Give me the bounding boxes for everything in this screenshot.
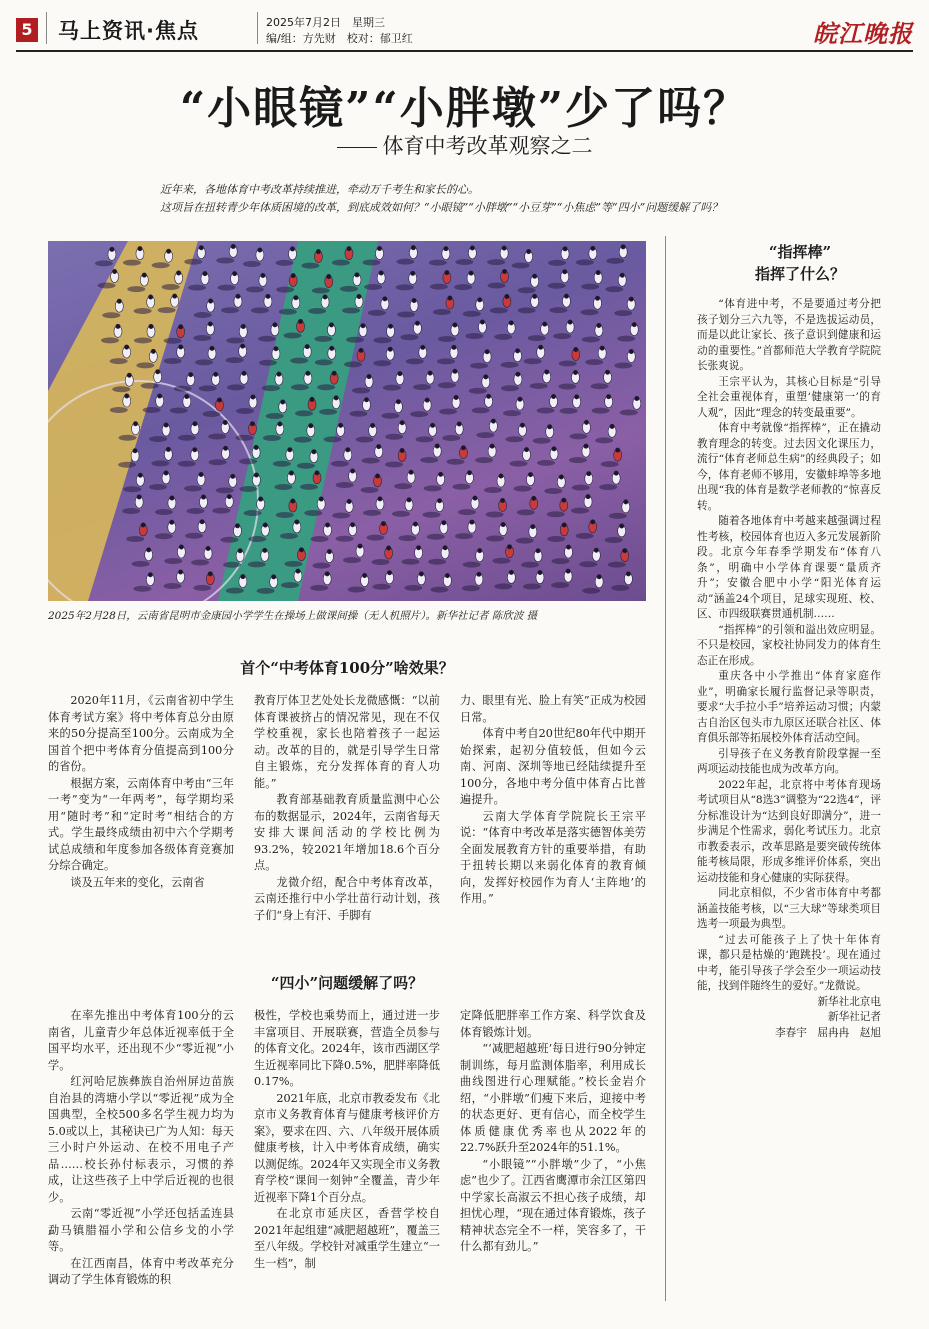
page-number: 5: [16, 18, 38, 42]
sidebar-body: [697, 297, 881, 1041]
byline: 新华社记者: [828, 1011, 881, 1023]
paragraph: 体育中考自20世纪80年代中期开始探索，起初分值较低，但如今云南、河南、深圳等地已经陆续提升至100分，各地中考分值中体育占比普遍提升。: [460, 727, 646, 806]
paragraph: 在率先推出中考体育100分的云南省，儿童青少年总体近视率低于全国平均水平，还出现不少“零近视”小学。: [48, 1009, 234, 1072]
paragraph: 同北京相似，不少省市体育中考都涵盖技能考核，以“三大球”等球类项目选考一项最为典型。: [697, 887, 881, 930]
section-title: 马上资讯·焦点: [58, 19, 199, 43]
issue-date: 2025年7月2日 星期三: [266, 16, 385, 29]
header-divider: [46, 12, 47, 44]
paragraph: 2022年起，北京将中考体育现场考试项目从“8选3”调整为“22选4”，评分标准设计为“达到良好即满分”，进一步满足个性需求，弱化考试压力。北京市教委表示，改革思路是要突破传统体能考核局限，形成多维评价体系，突出运动技能和身心健康的实际获得。: [697, 778, 881, 884]
paragraph: 在北京市延庆区，香营学校自2021年起组建“减肥超越班”，覆盖三至八年级。学校针对减重学生建立“一生一档”，制: [254, 1207, 440, 1270]
section2-column1: [48, 1008, 234, 1289]
section1-column1: [48, 693, 234, 891]
paragraph: 在江西南昌，体育中考改革充分调动了学生体育锻炼的积: [48, 1256, 234, 1286]
paragraph: “指挥棒”的引领和溢出效应明显。不只是校园，家校社协同发力的体育生态正在形成。: [697, 623, 881, 667]
subtitle-dash: [337, 147, 377, 148]
paragraph: 随着各地体育中考越来越强调过程性考核，校园体育也迈入多元发展新阶段。北京今年春季学期发布“体育八条”，明确中小学体育课要“量质齐升”；安徽合肥中小学“阳光体育运动”涵盖24个项目，足球实现班、校、区、市四级联赛贯通机制……: [697, 515, 881, 620]
paragraph: “过去可能孩子上了快十年体育课，都只是枯燥的‘跑跳投’。现在通过中考，能引导孩子学会至少一项运动技能，找到伴随终生的爱好。”龙微说。: [697, 933, 881, 992]
paragraph: “小眼镜”“小胖墩”少了，“小焦虑”也少了。江西省鹰潭市余江区第四中学家长高淑云不担心孩子成绩，却担忧心理，“现在通过体育锻炼，孩子精神状态完全不一样，笑容多了，干什么都有劲儿。”: [460, 1157, 646, 1253]
paragraph: 2020年11月，《云南省初中学生体育考试方案》将中考体育总分由原来的50分提高至100分。云南成为全国首个把中考体育分值提高到100分的省份。: [48, 694, 234, 773]
lead-paragraph: [160, 181, 722, 217]
section2-column2: [254, 1008, 440, 1272]
paragraph: 王宗平认为，其核心目标是“引导全社会重视体育，重塑‘健康第一’的育人观”，因此“理念的转变最重要”。: [697, 375, 881, 419]
paragraph: 教育厅体卫艺处处长龙微感慨：“以前体育课被挤占的情况常见，现在不仅学校重视，家长也陪着孩子一起运动。改革的目的，就是引导学生日常自主锻炼，充分发挥体育的育人功能。”: [254, 694, 440, 790]
subtitle: [0, 130, 929, 160]
paragraph: 龙微介绍，配合中考体育改革，云南还推行中小学壮苗行动计划，孩子们“身上有汗、手脚有: [254, 875, 440, 922]
paragraph: 力、眼里有光、脸上有笑”正成为校园日常。: [460, 694, 646, 724]
paragraph: 体育中考就像“指挥棒”，正在撬动教育理念的转变。过去因文化课压力，流行“体育老师总生病”的经典段子；如今，体育老师不够用，安徽蚌埠等多地出现“我的体育是数学老师教的”惊喜反转。: [697, 422, 881, 512]
paragraph: 重庆各中小学推出“体育家庭作业”，明确家长履行监督记录等职责，要求“大手拉小手”培养运动习惯；内蒙古自治区包头市九原区还联合社区、体育俱乐部等拓展校外体育活动空间。: [697, 670, 881, 744]
paragraph: 红河哈尼族彝族自治州屏边苗族自治县的湾塘小学以“零近视”成为全国典型，全校500多名学生视力均为5.0或以上，其秘诀已广为人知：每天三小时户外运动、在校不用电子产品……校长孙付标表示，习惯的养成，让这些孩子上中学后近视的也很少。: [48, 1075, 234, 1204]
headline: “小眼镜”“小胖墩”少了吗？: [179, 83, 750, 134]
sidebar-title: [720, 241, 880, 285]
section2-heading: “四小”问题缓解了吗？: [270, 974, 424, 992]
photo-illustration: [48, 241, 646, 601]
sidebar-title-line: “指挥棒”: [768, 243, 832, 261]
byline: 李春宇 屈冉冉 赵旭: [775, 1026, 881, 1039]
newspaper-logo: 皖江晚报: [813, 19, 913, 48]
photo-caption: 2025年2月28日，云南省昆明市金康园小学学生在操场上做课间操（无人机照片）。新华社记者 陈欣波 摄: [48, 610, 538, 622]
sidebar-title-line: 指挥了什么？: [754, 265, 845, 283]
lead-line: 近年来，各地体育中考改革持续推进，牵动万千考生和家长的心。: [160, 183, 479, 196]
paragraph: “‘减肥超越班’每日进行90分钟定制训练，每月监测体脂率，利用成长曲线图进行心理赋能。”校长金岩介绍，“小胖墩”们瘦下来后，迎接中考的状态更好、更有信心，而全校学生体质健康优秀率也从2022年的22.7%跃升至2024年的51.1%。: [460, 1042, 646, 1154]
lead-line: 这项旨在扭转青少年体质困境的改革，到底成效如何？“小眼镜”“小胖墩”“小豆芽”“小焦虑”等“四小”问题缓解了吗？: [160, 201, 723, 214]
subtitle-text: 体育中考改革观察之二: [382, 134, 593, 158]
sidebar-divider: [665, 236, 666, 1301]
header-divider: [257, 12, 258, 44]
paragraph: 谈及五年来的变化，云南省: [70, 875, 205, 889]
byline: 新华社北京电: [817, 995, 881, 1008]
section2-column3: [460, 1008, 646, 1256]
paragraph: 定降低肥胖率工作方案、科学饮食及体育锻炼计划。: [460, 1009, 646, 1039]
header-rule: [16, 50, 913, 52]
paragraph: 引导孩子在义务教育阶段掌握一至两项运动技能也成为改革方向。: [697, 747, 881, 775]
paragraph: 云南大学体育学院院长王宗平说：“体育中考改革是落实德智体美劳全面发展教育方针的重要举措，有助于扭转长期以来弱化体育的教育倾向，发挥好校园作为育人‘主阵地’的作用。”: [460, 809, 646, 905]
paragraph: 2021年底，北京市教委发布《北京市义务教育体育与健康考核评价方案》，要求在四、六、八年级开展体质健康考核，计入中考体育成绩，确实以测促练。2024年又实现全市义务教育学校“课间一刻钟”全覆盖，青少年近视率下降1个百分点。: [254, 1091, 440, 1204]
section1-column3: [460, 693, 646, 908]
paragraph: 根据方案，云南体育中考由“三年一考”变为“一年两考”，每学期均采用“随时考”和“定时考”相结合的方式。学生最终成绩由初中六个学期考试总成绩和年度参加各级体育竞赛加分综合确定。: [48, 776, 234, 872]
editor-credits: 编/组：方先财 校对：郁卫红: [266, 32, 413, 45]
paragraph: 教育部基础教育质量监测中心公布的数据显示，2024年，云南省每天安排大课间活动的学校比例为93.2%，较2021年增加18.6个百分点。: [254, 793, 440, 872]
section1-heading: 首个“中考体育100分”啥效果？: [240, 659, 454, 677]
paragraph: “体育进中考，不是要通过考分把孩子划分三六九等，不是选拔运动员，而是以此让家长、孩子意识到健康和运动的重要性。”首都师范大学教育学院院长张爽说。: [697, 298, 881, 372]
paragraph: 极性，学校也乘势而上，通过进一步丰富项目、开展联赛，营造全员参与的体育文化。2024年，该市西湖区学生近视率同比下降0.5%，肥胖率降低0.17%。: [254, 1009, 440, 1088]
section1-column2: [254, 693, 440, 924]
playground-photo: [48, 241, 646, 601]
paragraph: 云南“零近视”小学还包括孟连县勐马镇腊福小学和公信乡戈的小学等。: [48, 1207, 234, 1253]
